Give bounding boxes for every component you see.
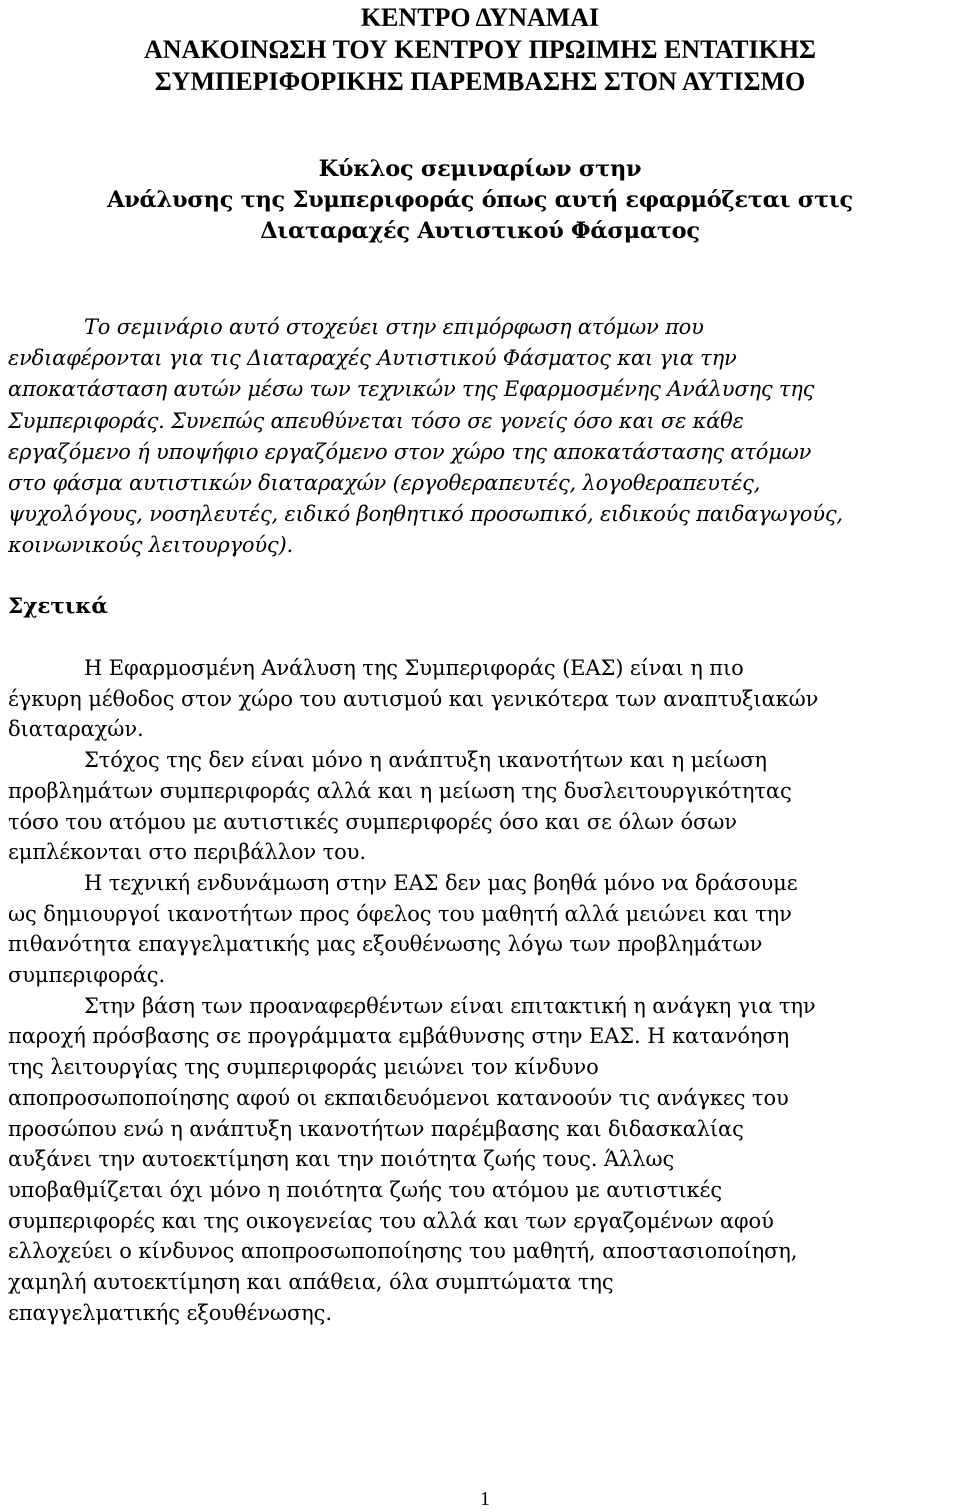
body-line: επαγγελματικής εξουθένωσης. [8,1300,332,1325]
body-line: διαταραχών. [8,717,144,742]
body-line: της λειτουργίας της συμπεριφοράς μειώνει τον κίνδυνο [8,1055,599,1080]
intro-paragraph [8,312,956,562]
intro-line: κοινωνικούς λειτουργούς). [8,533,293,558]
body-line: τόσο του ατόμου με αυτιστικές συμπεριφορές όσο και σε όλων όσων [8,809,737,834]
body-line: Στόχος της δεν είναι μόνο η ανάπτυξη ικανοτήτων και η μείωση [84,748,767,773]
body-line: συμπεριφορές και της οικογενείας του αλλά και των εργαζομένων αφού [8,1208,774,1233]
subtitle-line-1: Κύκλος σεμιναρίων στην [318,156,642,182]
body-line: παροχή πρόσβασης σε προγράμματα εμβάθυνσης στην ΕΑΣ. Η κατανόηση [8,1024,790,1049]
subtitle-line-2: Ανάλυσης της Συμπεριφοράς όπως αυτή εφαρμόζεται στις [107,187,853,213]
subtitle-line-3: Διαταραχές Αυτιστικού Φάσματος [260,218,700,244]
body-line: Η τεχνική ενδυνάμωση στην ΕΑΣ δεν μας βοηθά μόνο να δράσουμε [84,870,798,895]
body-line: εμπλέκονται στο περιβάλλον του. [8,840,366,865]
body-line: αυξάνει την αυτοεκτίμηση και την ποιότητα ζωής τους. Άλλως [8,1147,675,1172]
body-line: έγκυρη μέθοδος στον χώρο του αυτισμού και γενικότερα των αναπτυξιακών [8,686,819,711]
intro-line: στο φάσμα αυτιστικών διαταραχών (εργοθεραπευτές, λογοθεραπευτές, [8,471,761,496]
body-line: ως δημιουργοί ικανοτήτων προς όφελος του μαθητή αλλά μειώνει και την [8,901,792,926]
body-line: Στην βάση των προαναφερθέντων είναι επιτακτική η ανάγκη για την [84,993,816,1018]
body-line: ελλοχεύει ο κίνδυνος αποπροσωποποίησης του μαθητή, αποστασιοποίηση, [8,1239,798,1264]
section-heading: Σχετικά [8,594,108,619]
intro-line: Το σεμινάριο αυτό στοχεύει στην επιμόρφωση ατόμων που [84,315,704,339]
body-line: υποβαθμίζεται όχι μόνο η ποιότητα ζωής του ατόμου με αυτιστικές [8,1177,722,1202]
page-number: 1 [480,1488,490,1510]
intro-line: ενδιαφέρονται για τις Διαταραχές Αυτιστικού Φάσματος και για την [8,346,737,371]
body-line: συμπεριφοράς. [8,963,166,988]
body-line: προσώπου ενώ η ανάπτυξη ικανοτήτων παρέμβασης και διδασκαλίας [8,1116,744,1141]
document-header [0,2,960,98]
header-line-1: ΚΕΝΤΡΟ ΔΥΝΑΜΑΙ [360,3,600,32]
seminar-title [0,154,960,247]
intro-line: αποκατάσταση αυτών μέσω των τεχνικών της Εφαρμοσμένης Ανάλυσης της [8,377,815,402]
intro-line: ψυχολόγους, νοσηλευτές, ειδικό βοηθητικό προσωπικό, ειδικούς παιδαγωγούς, [8,502,843,527]
body-paragraphs [8,653,956,1328]
header-line-3: ΣΥΜΠΕΡΙΦΟΡΙΚΗΣ ΠΑΡΕΜΒΑΣΗΣ ΣΤΟΝ ΑΥΤΙΣΜΟ [154,67,806,96]
body-line: αποπροσωποποίησης αφού οι εκπαιδευόμενοι κατανοούν τις ανάγκες του [8,1085,789,1110]
intro-line: εργαζόμενο ή υποψήφιο εργαζόμενο στον χώρο της αποκατάστασης ατόμων [8,439,812,464]
body-line: χαμηλή αυτοεκτίμηση και απάθεια, όλα συμπτώματα της [8,1270,614,1295]
body-line: προβλημάτων συμπεριφοράς αλλά και η μείωση της δυσλειτουργικότητας [8,778,792,803]
intro-line: Συμπεριφοράς. Συνεπώς απευθύνεται τόσο σε γονείς όσο και σε κάθε [8,408,744,433]
header-line-2: ΑΝΑΚΟΙΝΩΣΗ ΤΟΥ ΚΕΝΤΡΟΥ ΠΡΩΙΜΗΣ ΕΝΤΑΤΙΚΗΣ [143,35,817,64]
body-line: πιθανότητα επαγγελματικής μας εξουθένωσης λόγω των προβλημάτων [8,932,763,957]
body-line: Η Εφαρμοσμένη Ανάλυση της Συμπεριφοράς (ΕΑΣ) είναι η πιο [84,656,744,680]
